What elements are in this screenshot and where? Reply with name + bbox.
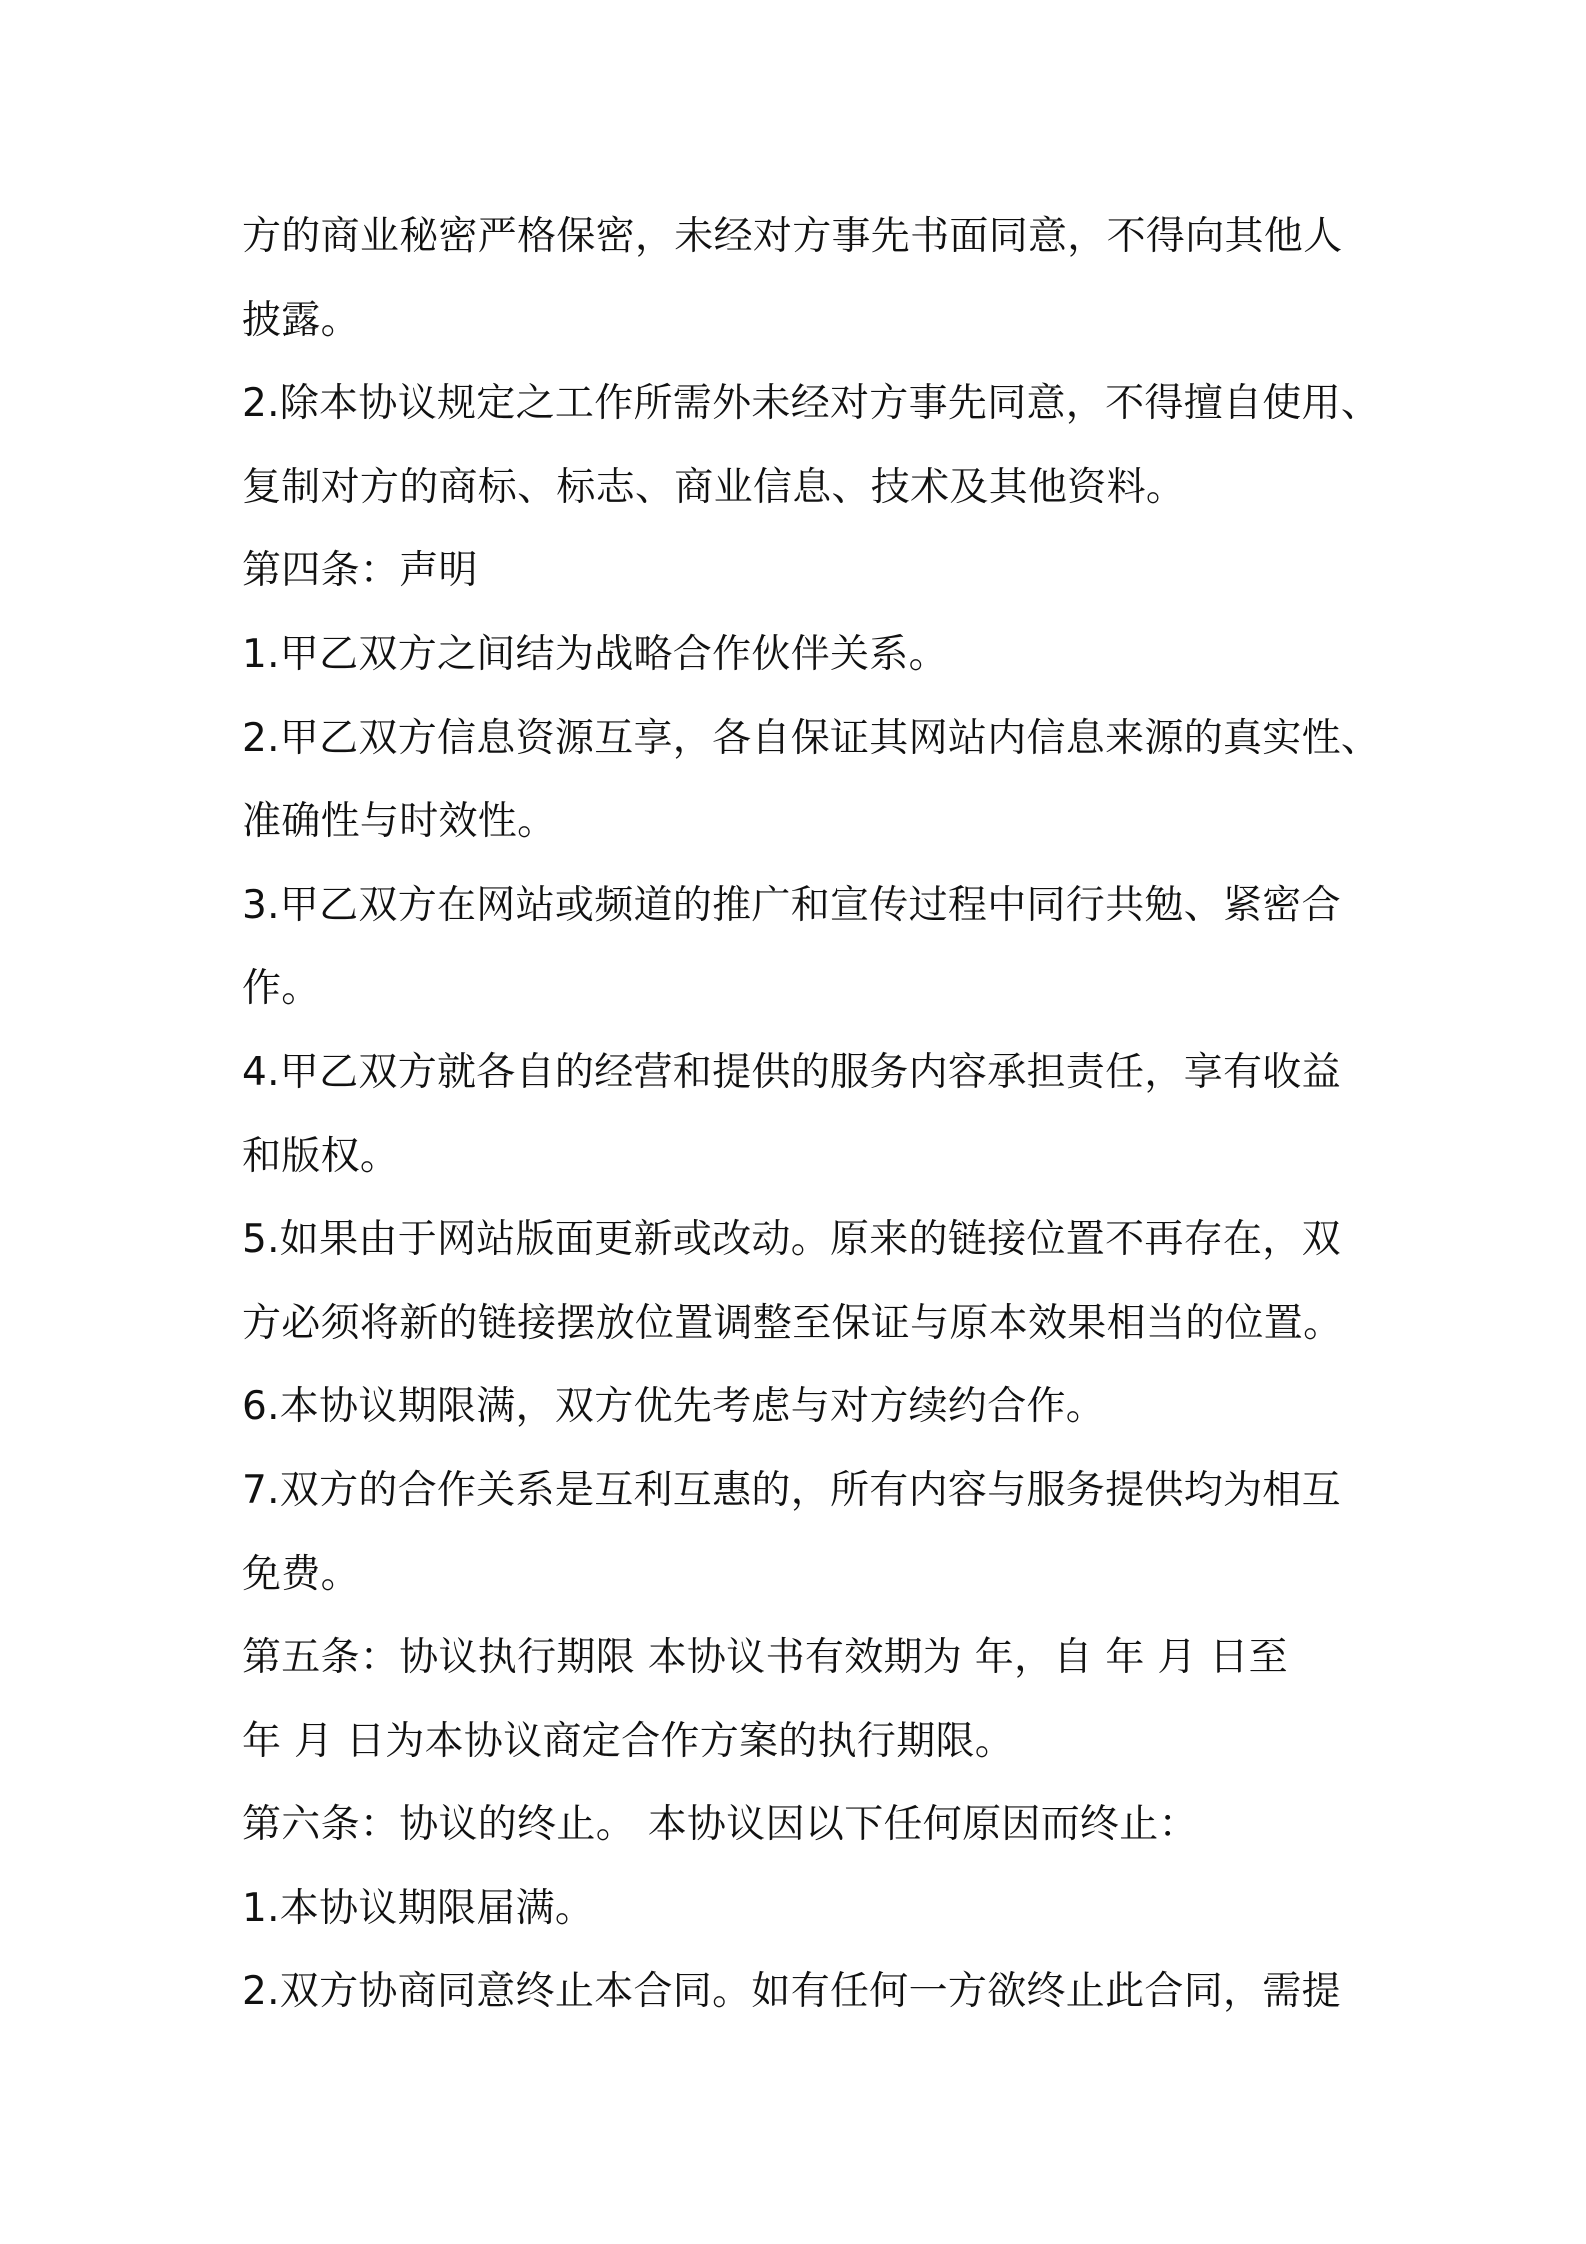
text-line: 方的商业秘密严格保密，未经对方事先书面同意，不得向其他人 xyxy=(242,214,1343,259)
text-line: 年 月 日为本协议商定合作方案的执行期限。 xyxy=(242,1718,1015,1764)
text-line: 2.双方协商同意终止本合同。如有任何一方欲终止此合同，需提 xyxy=(242,1969,1341,2015)
text-line: 3.甲乙双方在网站或频道的推广和宣传过程中同行共勉、紧密合 xyxy=(242,882,1341,928)
text-line: 2.甲乙双方信息资源互享，各自保证其网站内信息来源的真实性、 xyxy=(242,715,1381,761)
text-line: 6.本协议期限满，双方优先考虑与对方续约合作。 xyxy=(242,1384,1106,1430)
document-body xyxy=(242,195,1392,2034)
text-line: 1.甲乙双方之间结为战略合作伙伴关系。 xyxy=(242,631,948,677)
text-line: 4.甲乙双方就各自的经营和提供的服务内容承担责任，享有收益 xyxy=(242,1049,1341,1095)
text-line: 复制对方的商标、标志、商业信息、技术及其他资料。 xyxy=(242,464,1186,510)
text-line: 作。 xyxy=(242,966,321,1012)
text-line: 2.除本协议规定之工作所需外未经对方事先同意，不得擅自使用、 xyxy=(242,381,1381,427)
text-line: 方必须将新的链接摆放位置调整至保证与原本效果相当的位置。 xyxy=(242,1300,1343,1346)
text-line: 准确性与时效性。 xyxy=(242,799,557,845)
text-line: 免费。 xyxy=(242,1551,360,1597)
section-heading: 第六条：协议的终止。 本协议因以下任何原因而终止： xyxy=(242,1802,1198,1848)
text-line: 7.双方的合作关系是互利互惠的，所有内容与服务提供均为相互 xyxy=(242,1467,1341,1513)
text-line: 5.如果由于网站版面更新或改动。原来的链接位置不再存在，双 xyxy=(242,1217,1341,1263)
text-line: 披露。 xyxy=(242,297,360,343)
text-line: 1.本协议期限届满。 xyxy=(242,1885,595,1931)
section-heading: 第五条：协议执行期限 本协议书有效期为 年，自 年 月 日至 xyxy=(242,1635,1288,1681)
section-heading: 第四条：声明 xyxy=(242,548,478,594)
text-line: 和版权。 xyxy=(242,1133,400,1179)
